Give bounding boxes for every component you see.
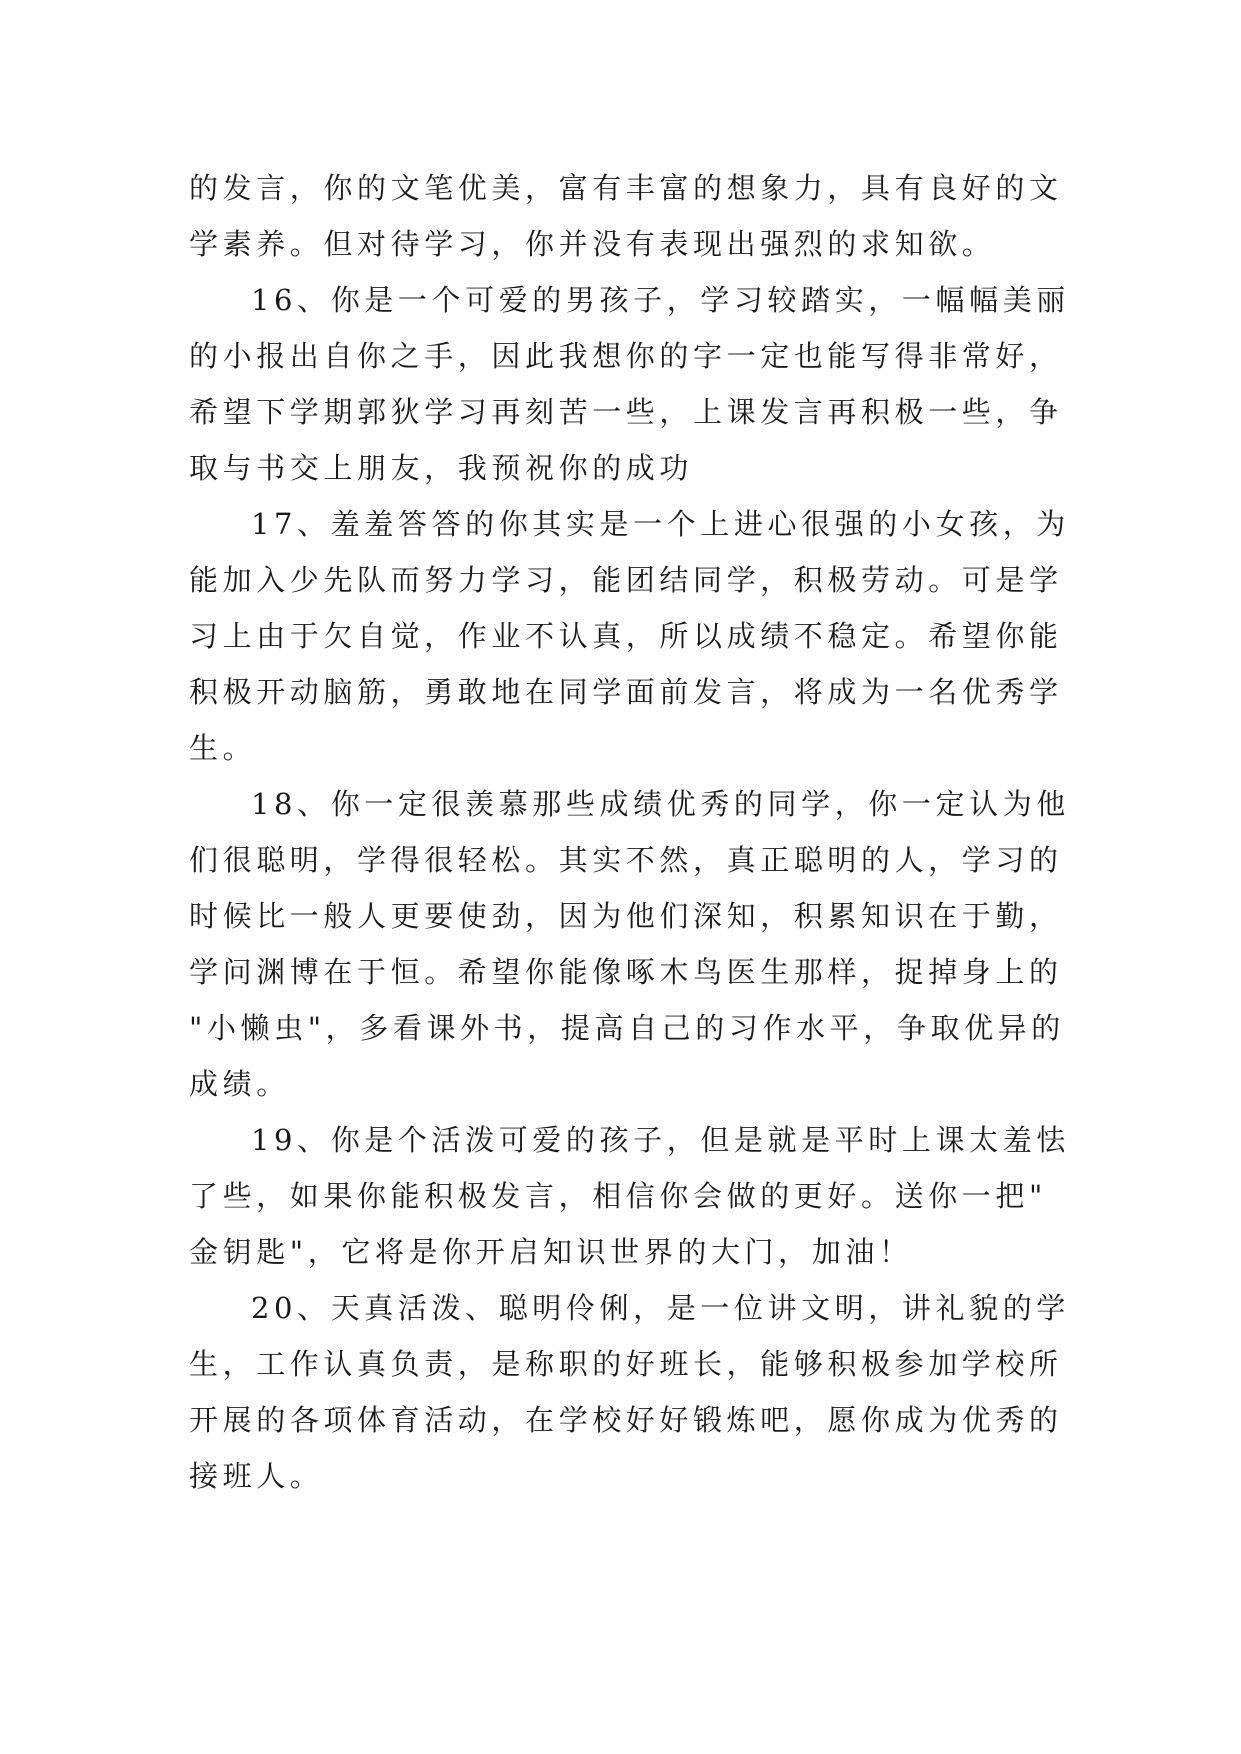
text-line: 接班人。: [189, 1459, 324, 1493]
text-line: 生。: [189, 731, 257, 765]
text-line: 金钥匙"，它将是你开启知识世界的大门，加油！: [189, 1235, 913, 1269]
paragraph-start-19: 19、你是个活泼可爱的孩子，但是就是平时上课太羞怯: [251, 1123, 1070, 1157]
paragraph-start-20: 20、天真活泼、聪明伶俐，是一位讲文明，讲礼貌的学: [251, 1291, 1070, 1325]
text-line: 希望下学期郭狄学习再刻苦一些，上课发言再积极一些，争: [189, 395, 1063, 429]
text-line: 习上由于欠自觉，作业不认真，所以成绩不稳定。希望你能: [189, 619, 1063, 653]
text-line: 积极开动脑筋，勇敢地在同学面前发言，将成为一名优秀学: [189, 675, 1063, 709]
text-line: 取与书交上朋友，我预祝你的成功: [189, 451, 694, 485]
paragraph-start-18: 18、你一定很羡慕那些成绩优秀的同学，你一定认为他: [251, 787, 1070, 821]
text-line: 成绩。: [189, 1067, 290, 1101]
paragraph-start-16: 16、你是一个可爱的男孩子，学习较踏实，一幅幅美丽: [251, 283, 1070, 317]
text-line: 的发言，你的文笔优美，富有丰富的想象力，具有良好的文: [189, 171, 1063, 205]
document-body: [189, 160, 1069, 1504]
text-line: 了些，如果你能积极发言，相信你会做的更好。送你一把": [189, 1179, 1047, 1213]
text-line: 学问渊博在于恒。希望你能像啄木鸟医生那样，捉掉身上的: [189, 955, 1063, 989]
text-line: 们很聪明，学得很轻松。其实不然，真正聪明的人，学习的: [189, 843, 1063, 877]
text-line: 生，工作认真负责，是称职的好班长，能够积极参加学校所: [189, 1347, 1063, 1381]
text-line: 时候比一般人更要使劲，因为他们深知，积累知识在于勤，: [189, 899, 1063, 933]
paragraph-start-17: 17、羞羞答答的你其实是一个上进心很强的小女孩，为: [251, 507, 1070, 541]
text-line: 开展的各项体育活动，在学校好好锻炼吧，愿你成为优秀的: [189, 1403, 1063, 1437]
text-line: 学素养。但对待学习，你并没有表现出强烈的求知欲。: [189, 227, 996, 261]
text-line: 能加入少先队而努力学习，能团结同学，积极劳动。可是学: [189, 563, 1063, 597]
text-line: 的小报出自你之手，因此我想你的字一定也能写得非常好，: [189, 339, 1063, 373]
text-line: "小懒虫"，多看课外书，提高自己的习作水平，争取优异的: [189, 1011, 1065, 1045]
